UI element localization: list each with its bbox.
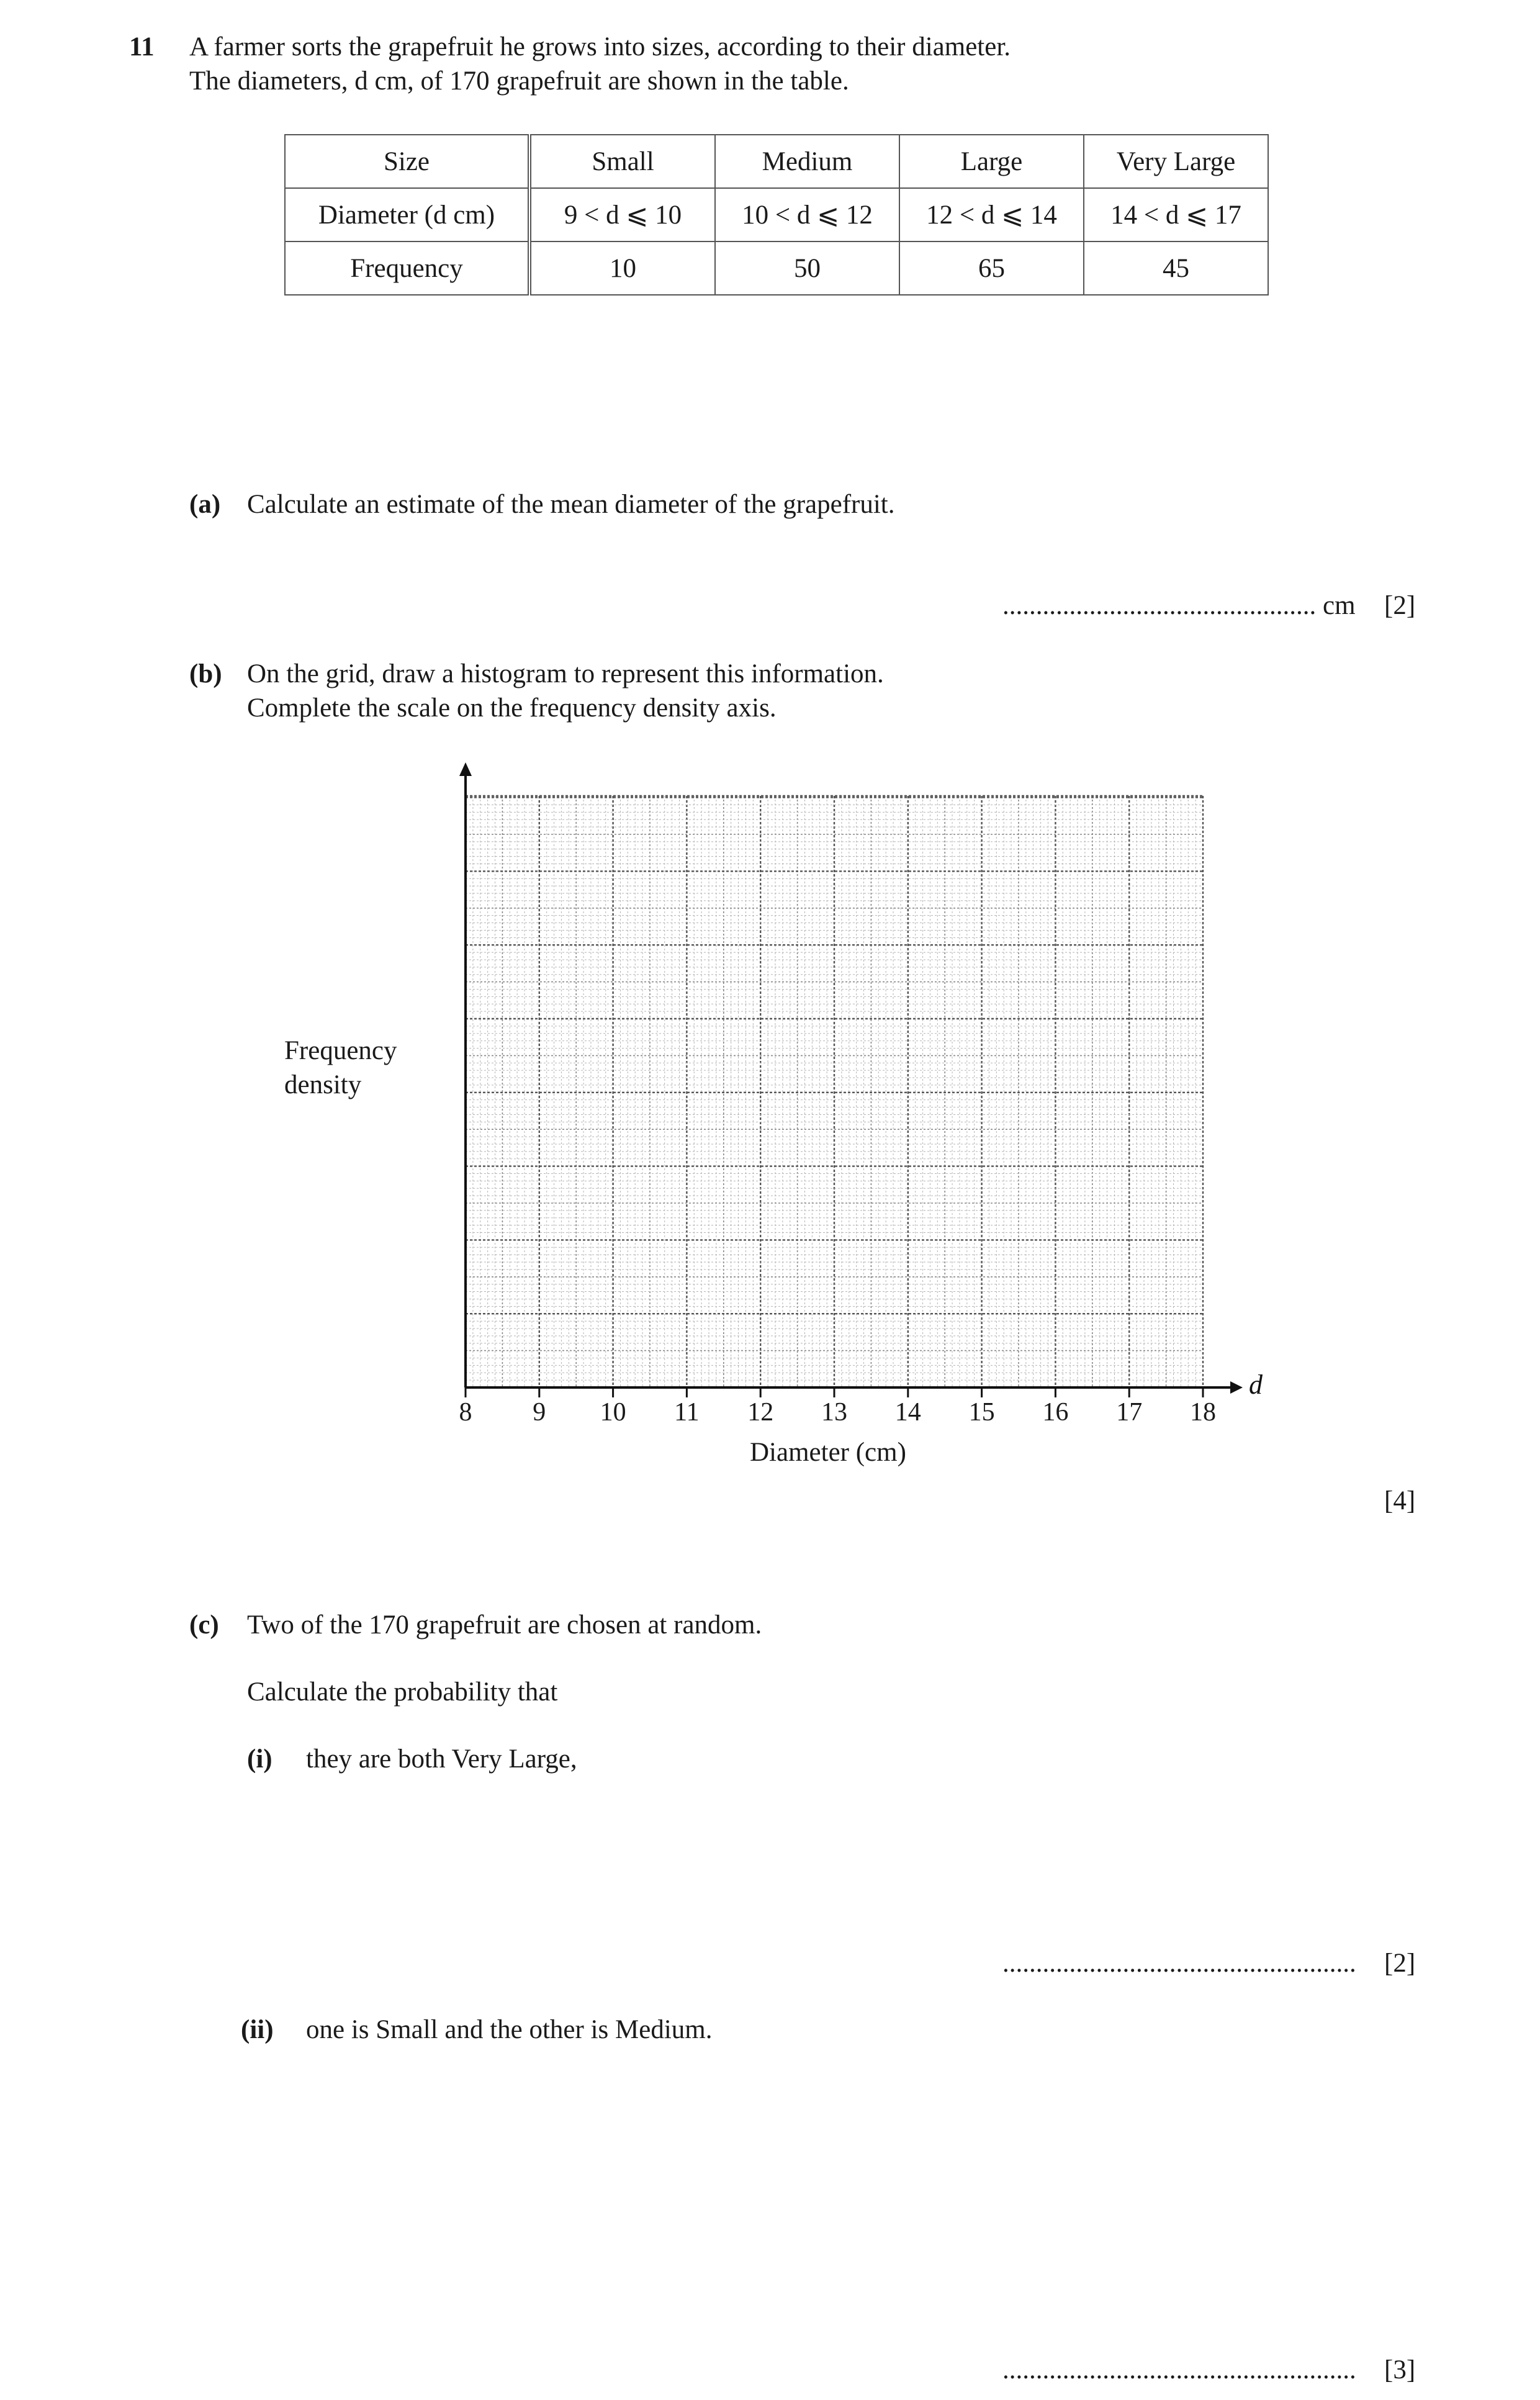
table-cell: Small	[529, 135, 715, 188]
part-c-i-text: they are both Very Large,	[306, 1744, 577, 1774]
part-c-i-label: (i)	[247, 1744, 272, 1774]
table-cell: 12 < d ⩽ 14	[899, 188, 1084, 241]
x-variable-label: d	[1249, 1369, 1263, 1400]
part-b-line-1: On the grid, draw a histogram to represent this information.	[247, 659, 884, 688]
x-tick-label: 12	[747, 1398, 774, 1427]
part-c-ii-text: one is Small and the other is Medium.	[306, 2015, 713, 2044]
part-c-text: Two of the 170 grapefruit are chosen at random.	[247, 1610, 762, 1640]
part-a-text: Calculate an estimate of the mean diameter of the grapefruit.	[247, 490, 895, 519]
y-axis-label-line-1: Frequency	[284, 1036, 397, 1065]
x-tick-label: 13	[821, 1398, 847, 1427]
y-axis-arrow-icon	[459, 762, 472, 776]
table-cell: 9 < d ⩽ 10	[529, 188, 715, 241]
part-b-label: (b)	[189, 659, 222, 688]
x-tick-label: 11	[674, 1398, 700, 1427]
x-axis-label: Diameter (cm)	[750, 1438, 906, 1467]
intro-line-1: A farmer sorts the grapefruit he grows into sizes, according to their diameter.	[189, 32, 1011, 61]
x-tick-label: 17	[1116, 1398, 1143, 1427]
x-tick-label: 10	[600, 1398, 626, 1427]
table-cell: 65	[899, 241, 1084, 295]
part-c-i-answer-line[interactable]: .....................................................	[1002, 1949, 1356, 1978]
row-header-frequency: Frequency	[285, 241, 529, 295]
part-a-marks: [2]	[1384, 591, 1416, 620]
part-c-i-marks: [2]	[1384, 1949, 1416, 1978]
y-axis-label-line-2: density	[284, 1070, 362, 1099]
x-tick-label: 15	[968, 1398, 995, 1427]
part-b-line-2: Complete the scale on the frequency density axis.	[247, 693, 777, 723]
part-a-answer-line[interactable]: ............................................... cm	[1002, 591, 1356, 620]
table-cell: Very Large	[1084, 135, 1268, 188]
part-c-ii-label: (ii)	[241, 2015, 274, 2044]
part-c-ii-marks: [3]	[1384, 2355, 1416, 2384]
x-axis-arrow-icon	[1230, 1381, 1243, 1394]
x-tick-label: 16	[1042, 1398, 1069, 1427]
row-header-diameter: Diameter (d cm)	[285, 188, 529, 241]
part-c-prompt: Calculate the probability that	[247, 1677, 558, 1707]
part-c-label: (c)	[189, 1610, 219, 1640]
x-tick-label: 9	[533, 1398, 546, 1427]
table-cell: 14 < d ⩽ 17	[1084, 188, 1268, 241]
table-cell: 10	[529, 241, 715, 295]
x-tick-label: 8	[459, 1398, 472, 1427]
table-cell: 10 < d ⩽ 12	[715, 188, 899, 241]
row-header-size: Size	[285, 135, 529, 188]
table-cell: 45	[1084, 241, 1268, 295]
intro-line-2: The diameters, d cm, of 170 grapefruit are shown in the table.	[189, 66, 849, 96]
x-tick-label: 18	[1190, 1398, 1216, 1427]
part-a-label: (a)	[189, 490, 221, 519]
table-cell: 50	[715, 241, 899, 295]
x-tick-label: 14	[894, 1398, 921, 1427]
question-number: 11	[129, 32, 155, 61]
table-cell: Large	[899, 135, 1084, 188]
part-b-marks: [4]	[1384, 1486, 1416, 1515]
table-cell: Medium	[715, 135, 899, 188]
part-c-ii-answer-line[interactable]: .....................................................	[1002, 2355, 1356, 2384]
